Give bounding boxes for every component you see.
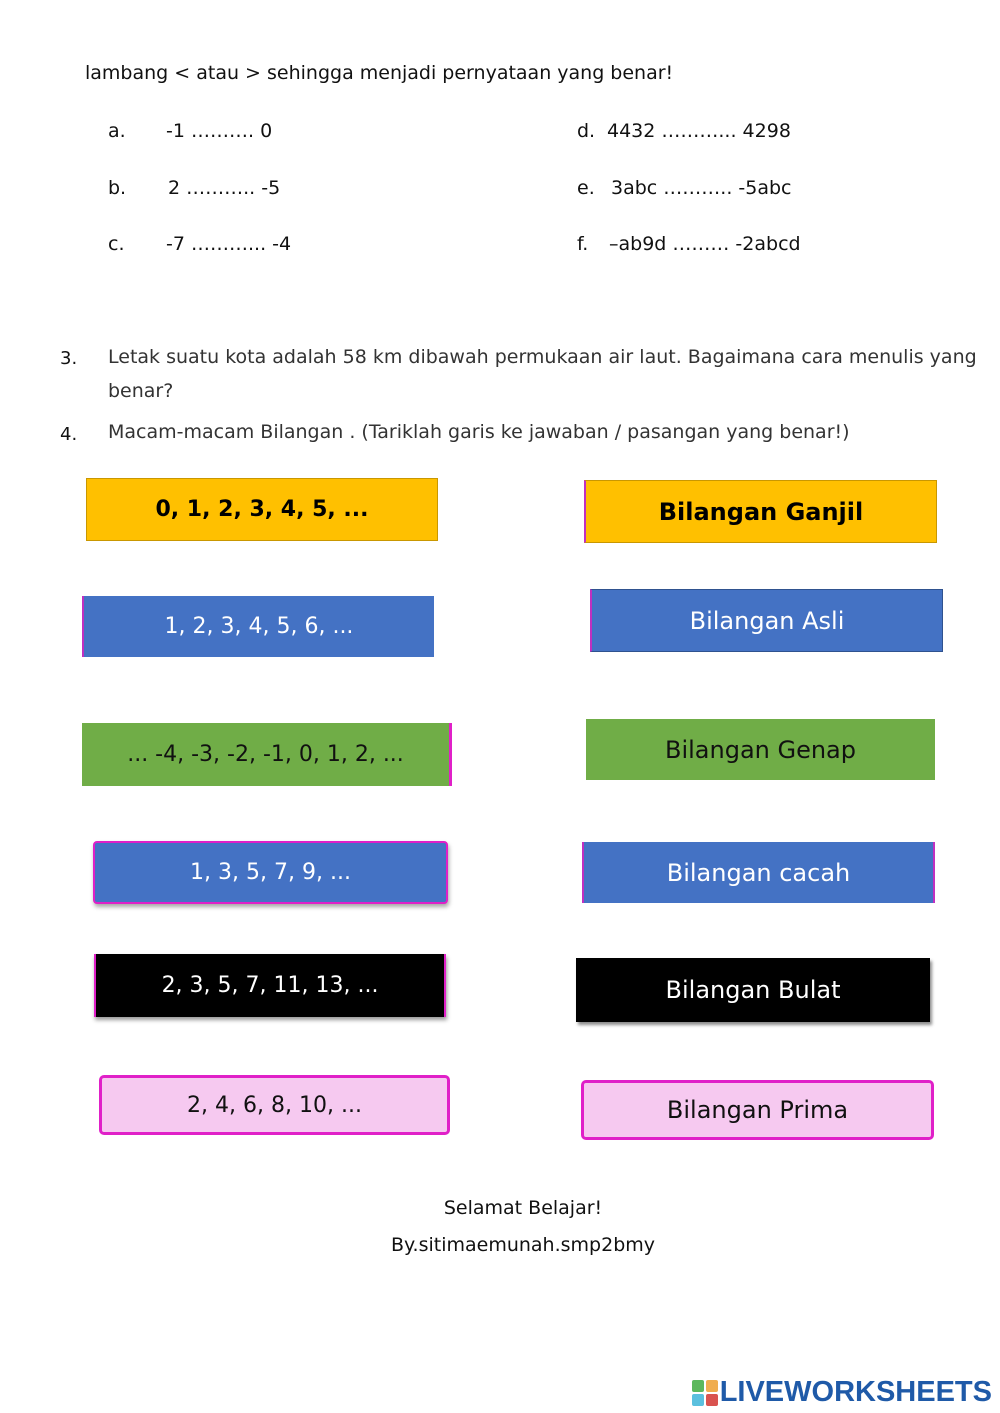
item-letter: b.: [108, 177, 127, 199]
item-letter: c.: [108, 233, 125, 255]
item-letter: e.: [577, 177, 595, 199]
item-letter: a.: [108, 120, 126, 142]
question-text-line: benar?: [108, 380, 174, 402]
match-right-box[interactable]: Bilangan Ganjil: [584, 480, 937, 543]
liveworksheets-logo[interactable]: [692, 1376, 992, 1409]
match-left-box[interactable]: 2, 4, 6, 8, 10, ...: [99, 1075, 450, 1135]
match-right-box[interactable]: Bilangan Asli: [590, 589, 943, 652]
item-expression: -1 ………. 0: [166, 120, 273, 142]
instruction-text: lambang < atau > sehingga menjadi pernyataan yang benar!: [85, 62, 674, 84]
item-expression: 3abc ……….. -5abc: [611, 177, 792, 199]
question-number: 3.: [60, 348, 78, 369]
item-expression: –ab9d ……… -2abcd: [609, 233, 801, 255]
closing-greeting: Selamat Belajar!: [443, 1197, 603, 1219]
match-right-box[interactable]: Bilangan Prima: [581, 1080, 934, 1140]
question-text-line: Macam-macam Bilangan . (Tariklah garis ke jawaban / pasangan yang benar!): [108, 421, 850, 443]
author-credit: By.sitimaemunah.smp2bmy: [390, 1234, 656, 1256]
match-left-box[interactable]: 2, 3, 5, 7, 11, 13, ...: [94, 954, 446, 1017]
liveworksheets-logo-icon: [692, 1380, 718, 1406]
match-left-box[interactable]: 1, 2, 3, 4, 5, 6, ...: [82, 596, 434, 657]
item-expression: 2 ……….. -5: [168, 177, 281, 199]
comparison-item-e: [577, 177, 792, 199]
match-right-box[interactable]: Bilangan cacah: [582, 842, 935, 903]
match-left-box[interactable]: 0, 1, 2, 3, 4, 5, ...: [86, 478, 438, 541]
match-left-box[interactable]: 1, 3, 5, 7, 9, ...: [93, 841, 448, 904]
item-expression: 4432 ………... 4298: [607, 120, 791, 142]
comparison-item-c: [108, 233, 292, 255]
item-expression: -7 ………... -4: [166, 233, 292, 255]
comparison-item-d: [577, 120, 791, 142]
question-text-line: Letak suatu kota adalah 58 km dibawah permukaan air laut. Bagaimana cara menulis yang: [108, 346, 977, 368]
brand-name: LIVEWORKSHEETS: [719, 1376, 992, 1408]
comparison-item-b: [108, 177, 281, 199]
item-letter: f.: [577, 233, 589, 255]
comparison-item-f: [577, 233, 801, 255]
comparison-item-a: [108, 120, 273, 142]
match-right-box[interactable]: Bilangan Genap: [586, 719, 935, 780]
item-letter: d.: [577, 120, 596, 142]
question-number: 4.: [60, 424, 78, 445]
match-left-box[interactable]: ... -4, -3, -2, -1, 0, 1, 2, ...: [82, 723, 452, 786]
match-right-box[interactable]: Bilangan Bulat: [576, 958, 930, 1022]
